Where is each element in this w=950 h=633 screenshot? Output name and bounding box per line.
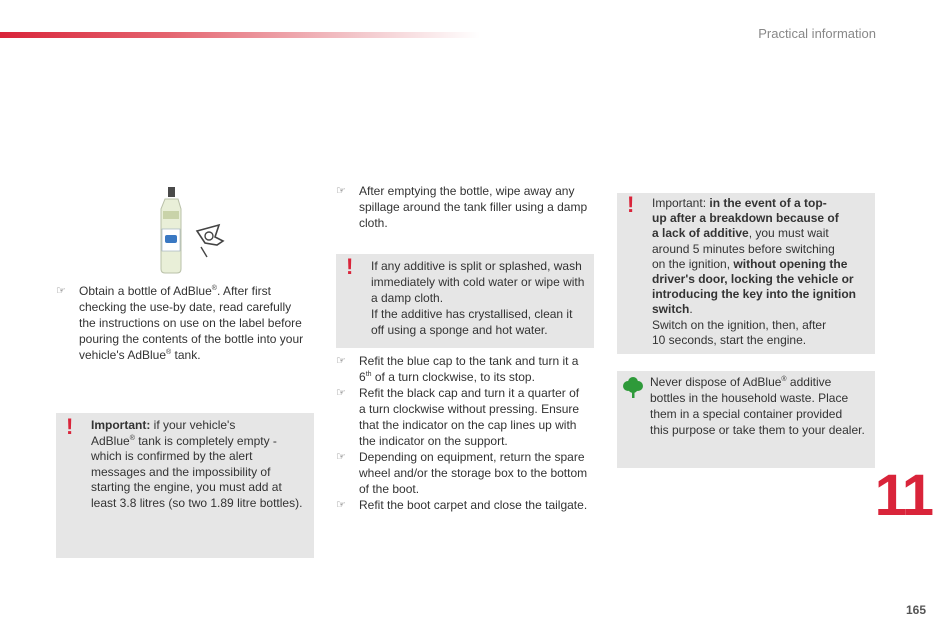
- warning-exclamation-icon: !: [66, 414, 74, 439]
- middle-warning-box: ! If any additive is split or splashed, wash immediately with cold water or wipe with a damp cloth. If the additive has crystallised, clean it off using a sponge and hot water.: [336, 254, 594, 348]
- section-title: Practical information: [758, 26, 876, 41]
- page-number: 165: [905, 603, 926, 617]
- tree-icon: [623, 376, 643, 398]
- middle-bullet-list: [336, 353, 598, 513]
- list-item: ☞ Refit the black cap and turn it a quarter of a turn clockwise without pressing. Ensure that the indicator on the cap lines up with the indicator on the support.: [336, 386, 580, 448]
- pointing-hand-icon: ☞: [336, 451, 346, 463]
- warning-exclamation-icon: !: [627, 192, 635, 217]
- pointing-hand-icon: ☞: [336, 499, 346, 511]
- warning-exclamation-icon: !: [346, 254, 354, 279]
- middle-bullet-1: ☞ After emptying the bottle, wipe away any spillage around the tank filler using a damp cloth.: [336, 184, 588, 230]
- pointing-hand-icon: ☞: [336, 387, 346, 399]
- chapter-number: 11: [874, 463, 932, 528]
- list-item: ☞ Refit the boot carpet and close the tailgate.: [336, 498, 588, 512]
- left-warning-box: ! Important: if your vehicle's AdBlue® tank is completely empty - which is confirmed by the alert messages and the impossibility of starting the engine, you must add at least 3.8 litres (so two 1.89 litre bottles).: [56, 413, 314, 558]
- adblue-bottle-with-tank-icon: [145, 185, 230, 275]
- pointing-hand-icon: ☞: [336, 185, 346, 197]
- pointing-hand-icon: ☞: [336, 355, 346, 367]
- list-item: ☞ Depending on equipment, return the spare wheel and/or the storage box to the bottom of the boot.: [336, 450, 588, 496]
- list-item: ☞ Refit the blue cap to the tank and turn it a 6th of a turn clockwise, to its stop.: [336, 354, 579, 384]
- pointing-hand-icon: ☞: [56, 285, 66, 297]
- left-bullet: ☞ Obtain a bottle of AdBlue®. After first checking the use-by date, read carefully the instructions on use on the label before pouring the contents of the bottle into your vehicle's AdBlue® tank.: [56, 284, 304, 362]
- header-accent-bar: [0, 32, 480, 38]
- right-eco-box: Never dispose of AdBlue® additive bottles in the household waste. Place them in a special container provided this purpose or take them to your dealer.: [617, 371, 875, 468]
- right-important-box: ! Important: in the event of a top- up after a breakdown because of a lack of additive, you must wait around 5 minutes before switching on the ignition, without opening the driver's door, locking the vehicle or introducing the key into the ignition switch. Switch on the ignition, then, after 10 seconds, start the engine.: [617, 193, 875, 354]
